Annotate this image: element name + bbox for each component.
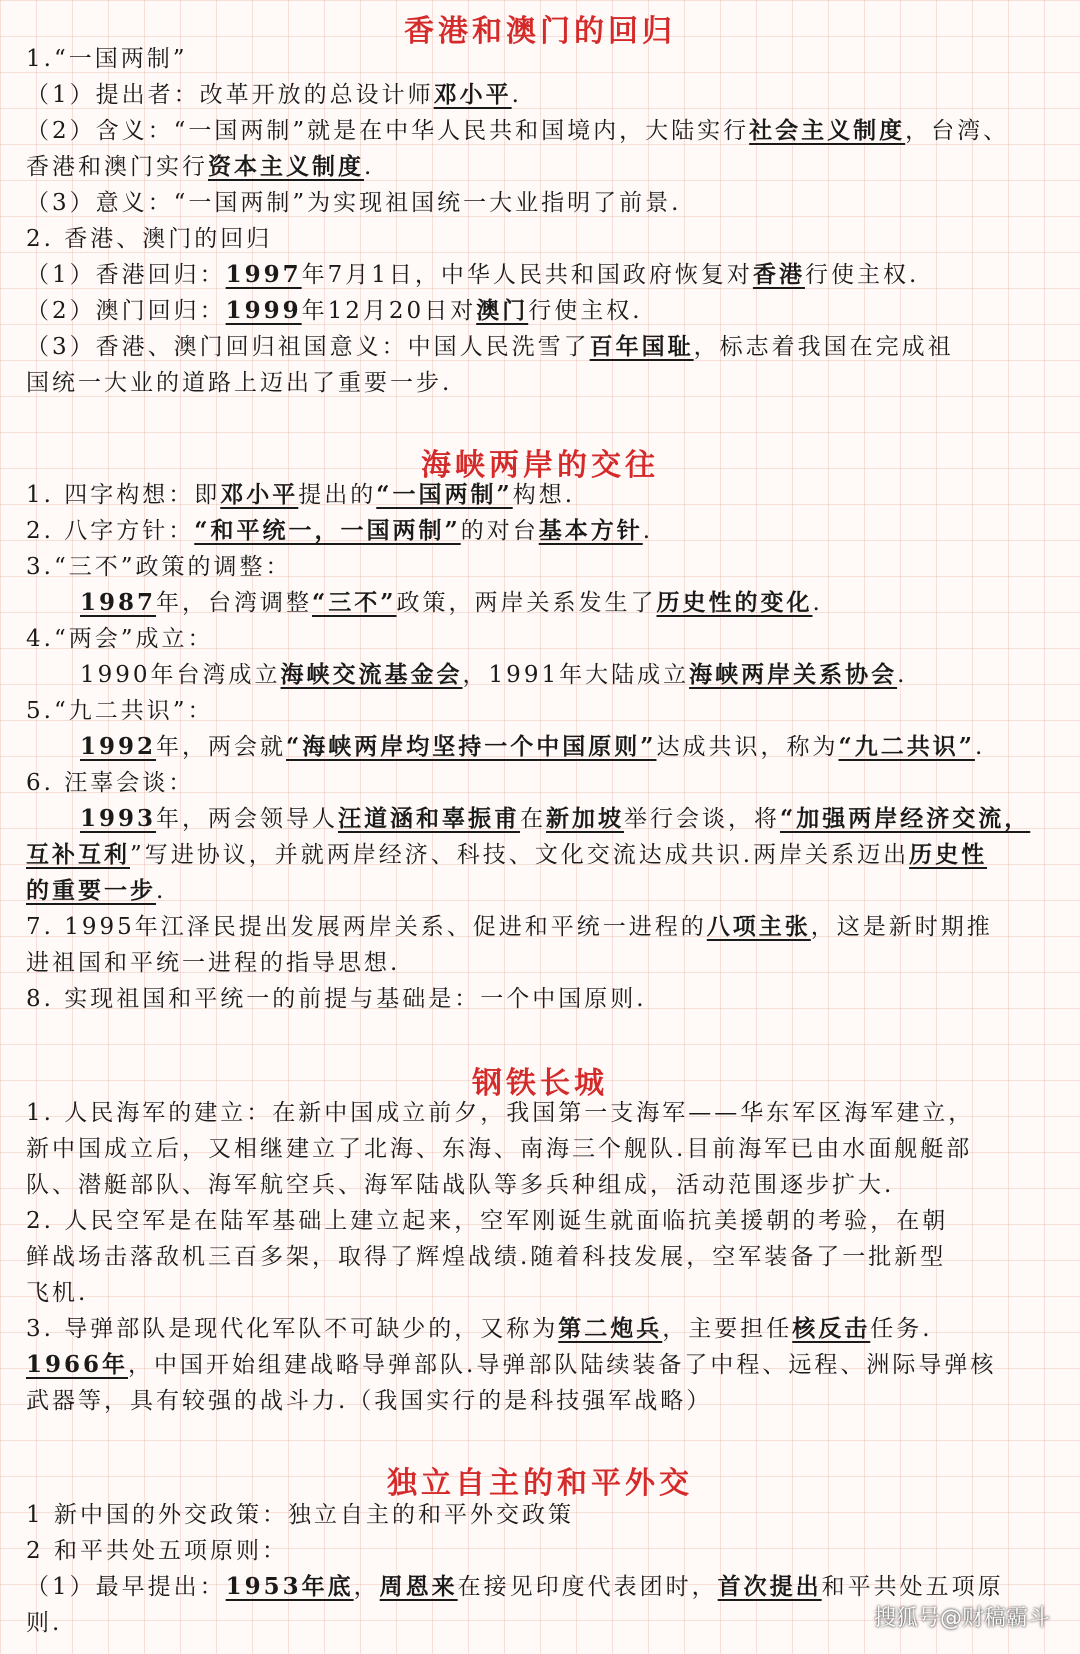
text-line: （1）香港回归：1997年7月1日，中华人民共和国政府恢复对香港行使主权. bbox=[26, 261, 920, 288]
text-line: 6. 汪辜会谈： bbox=[26, 770, 195, 796]
text-line: 1987年，台湾调整“三不”政策，两岸关系发生了历史性的变化. bbox=[80, 589, 823, 616]
text-line: 2. 人民空军是在陆军基础上建立起来，空军刚诞生就面临抗美援朝的考验，在朝 bbox=[26, 1208, 949, 1234]
text-line: 1 新中国的外交政策：独立自主的和平外交政策 bbox=[26, 1502, 574, 1528]
text-line: 7. 1995年江泽民提出发展两岸关系、促进和平统一进程的八项主张，这是新时期推 bbox=[26, 913, 993, 940]
text-line: 2. 香港、澳门的回归 bbox=[26, 226, 273, 252]
text-line: 2 和平共处五项原则： bbox=[26, 1538, 288, 1564]
text-line: 香港和澳门实行资本主义制度. bbox=[26, 153, 375, 180]
text-line: 1993年，两会领导人汪道涵和辜振甫在新加坡举行会谈，将“加强两岸经济交流， bbox=[80, 805, 1031, 832]
text-line: 鲜战场击落敌机三百多架，取得了辉煌战绩.随着科技发展，空军装备了一批新型 bbox=[26, 1244, 947, 1270]
text-line: 国统一大业的道路上迈出了重要一步. bbox=[26, 370, 453, 396]
text-line: （2）含义：“一国两制”就是在中华人民共和国境内，大陆实行社会主义制度，台湾、 bbox=[26, 117, 1010, 144]
text-line: 1.“一国两制” bbox=[26, 46, 188, 72]
text-line: 1990年台湾成立海峡交流基金会，1991年大陆成立海峡两岸关系协会. bbox=[80, 661, 908, 688]
text-line: 8. 实现祖国和平统一的前提与基础是：一个中国原则. bbox=[26, 986, 647, 1012]
text-line: 4.“两会”成立： bbox=[26, 626, 214, 652]
text-line: 飞机. bbox=[26, 1280, 89, 1306]
text-line: 1966年，中国开始组建战略导弹部队.导弹部队陆续装备了中程、远程、洲际导弹核 bbox=[26, 1351, 997, 1378]
text-line: 3. 导弹部队是现代化军队不可缺少的，又称为第二炮兵，主要担任核反击任务. bbox=[26, 1315, 933, 1342]
text-line: （1）提出者：改革开放的总设计师邓小平. bbox=[26, 81, 522, 108]
text-line: 互补互利”写进协议，并就两岸经济、科技、文化交流达成共识.两岸关系迈出历史性 bbox=[26, 841, 988, 868]
text-line: （3）意义：“一国两制”为实现祖国统一大业指明了前景. bbox=[26, 190, 682, 216]
text-line: （1）最早提出：1953年底，周恩来在接见印度代表团时，首次提出和平共处五项原 bbox=[26, 1573, 1004, 1600]
text-line: 的重要一步. bbox=[26, 877, 167, 904]
text-line: 5.“九二共识”： bbox=[26, 698, 214, 724]
text-line: 1. 人民海军的建立：在新中国成立前夕，我国第一支海军——华东军区海军建立， bbox=[26, 1100, 975, 1126]
section-title-cross-strait: 海峡两岸的交往 bbox=[421, 448, 659, 483]
section-title-hk-macau: 香港和澳门的回归 bbox=[404, 14, 676, 49]
text-line: 则. bbox=[26, 1610, 63, 1636]
text-line: （3）香港、澳门回归祖国意义：中国人民洗雪了百年国耻，标志着我国在完成祖 bbox=[26, 333, 954, 360]
text-line: 1992年，两会就“海峡两岸均坚持一个中国原则”达成共识，称为“九二共识”. bbox=[80, 733, 986, 760]
text-line: 队、潜艇部队、海军航空兵、海军陆战队等多兵种组成，活动范围逐步扩大. bbox=[26, 1172, 895, 1198]
text-line: 武器等，具有较强的战斗力.（我国实行的是科技强军战略） bbox=[26, 1388, 713, 1414]
text-line: 进祖国和平统一进程的指导思想. bbox=[26, 950, 401, 976]
text-line: 1. 四字构想：即邓小平提出的“一国两制”构想. bbox=[26, 481, 576, 508]
text-line: （2）澳门回归：1999年12月20日对澳门行使主权. bbox=[26, 297, 643, 324]
watermark: 搜狐号@财稿霸斗 bbox=[873, 1606, 1050, 1631]
section-title-peaceful-diplomacy: 独立自主的和平外交 bbox=[387, 1466, 693, 1501]
text-line: 新中国成立后，又相继建立了北海、东海、南海三个舰队.目前海军已由水面舰艇部 bbox=[26, 1136, 973, 1162]
section-title-great-wall-of-steel: 钢铁长城 bbox=[472, 1066, 608, 1101]
text-line: 2. 八字方针：“和平统一，一国两制”的对台基本方针. bbox=[26, 517, 654, 544]
text-line: 3.“三不”政策的调整： bbox=[26, 554, 292, 580]
